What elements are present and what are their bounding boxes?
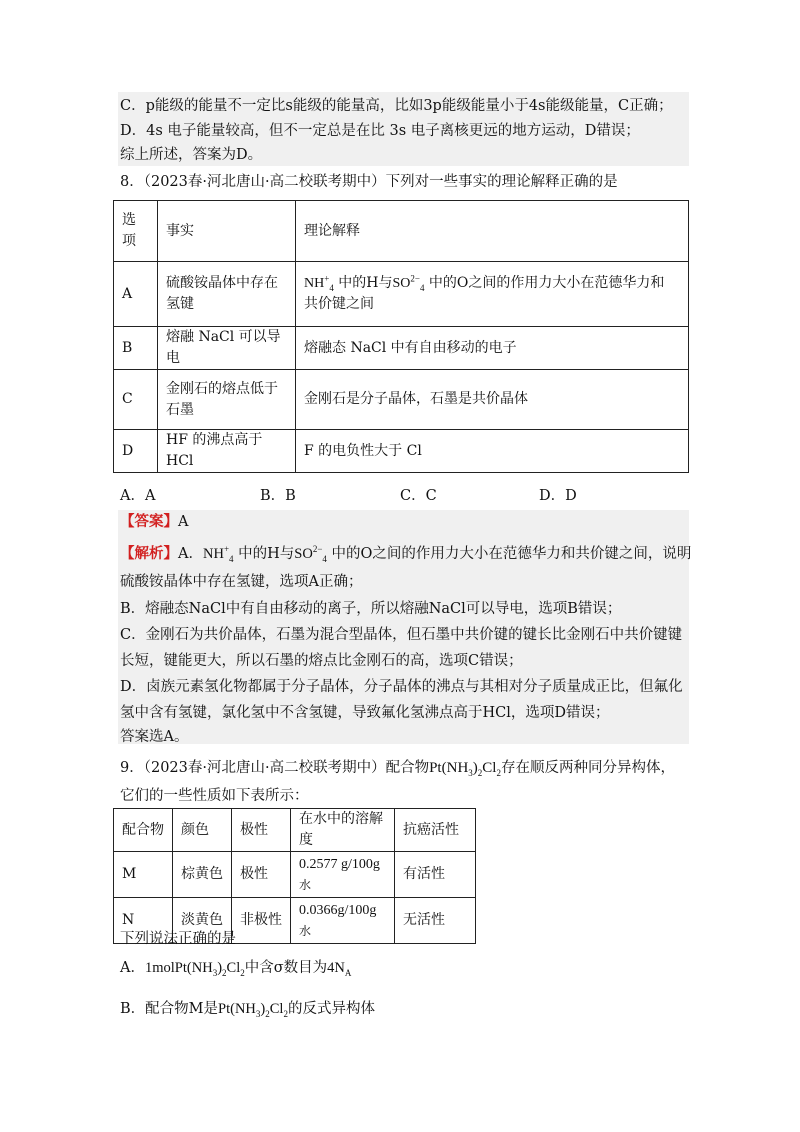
row-m-polarity: 极性 <box>232 852 291 898</box>
row-d-fact: HF 的沸点高于 HCl <box>158 430 296 473</box>
question-9-option-b: B．配合物M是$Pt(NH_3)_2Cl_2$的反式异构体 <box>120 1001 375 1019</box>
row-n-solubility: 0.0366g/100g水 <box>291 898 395 944</box>
question-8-stem: 8．（2023春·河北唐山·高二校联考期中）下列对一些事实的理论解释正确的是 <box>120 174 618 190</box>
sulfate-ion: $SO^{2-}_4$ <box>392 273 425 293</box>
answer-tag: 【答案】 <box>120 513 178 530</box>
header-color: 颜色 <box>173 809 232 852</box>
row-n-polarity: 非极性 <box>232 898 291 944</box>
row-m-color: 棕黄色 <box>173 852 232 898</box>
header-solubility: 在水中的溶解度 <box>291 809 395 852</box>
choice-b: B．B <box>260 488 296 504</box>
previous-explanation-line-c: C．p能级的能量不一定比s能级的能量高，比如3p能级能量小于4s能级能量，C正确； <box>120 98 673 114</box>
analysis-line-a2: 硫酸铵晶体中存在氢键，选项A正确； <box>120 574 363 590</box>
row-a-theory: $NH^+_4$ 中的H与$SO^{2-}_4$ 中的O之间的作用力大小在范德华力和 共价键之间 <box>296 262 689 327</box>
analysis-line-d1: D．卤族元素氢化物都属于分子晶体，分子晶体的沸点与其相对分子质量成正比，但氟化 <box>120 679 683 695</box>
header-complex: 配合物 <box>114 809 173 852</box>
row-m-solubility: 0.2577 g/100g水 <box>291 852 395 898</box>
row-d-theory: F 的电负性大于 Cl <box>296 430 689 473</box>
row-c-fact: 金刚石的熔点低于 石墨 <box>158 370 296 430</box>
choice-a: A．A <box>120 488 156 504</box>
row-n-color: 淡黄色 <box>173 898 232 944</box>
table-header-row <box>114 809 476 852</box>
choice-d: D．D <box>539 488 577 504</box>
formula-pt-nh3-cl2: $Pt(NH_3)_2Cl_2$ <box>429 760 501 778</box>
question-9-stem-line2: 它们的一些性质如下表所示： <box>120 788 309 804</box>
option-a-value: $4N_A$ <box>327 960 352 978</box>
analysis-tag: 【解析】 <box>120 545 178 562</box>
row-b-option: B <box>114 327 158 370</box>
option-b-formula: $Pt(NH_3)_2Cl_2$ <box>218 1001 288 1019</box>
analysis-final: 答案选A。 <box>120 729 189 745</box>
table-row-a <box>114 262 689 327</box>
option-a-formula: $Pt(NH_3)_2Cl_2$ <box>174 960 245 978</box>
row-b-theory: 熔融态 NaCl 中有自由移动的电子 <box>296 327 689 370</box>
question-9-stem: 9．（2023春·河北唐山·高二校联考期中）配合物$Pt(NH_3)_2Cl_2$存在顺反两种同分异构体， <box>120 760 675 778</box>
table-row-b <box>114 327 689 370</box>
row-c-theory: 金刚石是分子晶体，石墨是共价晶体 <box>296 370 689 430</box>
header-activity: 抗癌活性 <box>395 809 476 852</box>
row-b-fact: 熔融 NaCl 可以导电 <box>158 327 296 370</box>
previous-explanation-summary: 综上所述，答案为D。 <box>120 147 263 163</box>
analysis-line-c1: C．金刚石为共价晶体，石墨为混合型晶体，但石墨中共价键的键长比金刚石中共价键键 <box>120 627 683 643</box>
question-9-option-a: A．$1molPt(NH_3)_2Cl_2$中含σ数目为$4N_A$ <box>120 960 352 978</box>
choice-c: C．C <box>400 488 437 504</box>
answer-value: A <box>178 514 189 530</box>
row-m-name: M <box>114 852 173 898</box>
question-8-table <box>113 200 689 473</box>
analysis-ammonium-ion: $NH^+_4$ <box>202 544 234 564</box>
analysis-line-b: B．熔融态NaCl中有自由移动的离子，所以熔融NaCl可以导电，选项B错误； <box>120 601 622 617</box>
analysis-line-d2: 氢中含有氢键，氯化氢中不含氢键，导致氟化氢沸点高于HCl，选项D错误； <box>120 705 610 721</box>
header-polarity: 极性 <box>232 809 291 852</box>
row-a-fact: 硫酸铵晶体中存在 氢键 <box>158 262 296 327</box>
row-a-option: A <box>114 262 158 327</box>
answer-line <box>120 512 188 532</box>
row-n-name: N <box>114 898 173 944</box>
table-header-row <box>114 201 689 262</box>
row-c-option: C <box>114 370 158 430</box>
row-m-activity: 有活性 <box>395 852 476 898</box>
header-theory: 理论解释 <box>296 201 689 262</box>
analysis-sulfate-ion: $SO^{2-}_4$ <box>294 544 327 564</box>
ammonium-ion: $NH^+_4$ <box>304 273 334 293</box>
previous-explanation-line-d: D．4s 电子能量较高，但不一定总是在比 3s 电子离核更远的地方运动，D错误； <box>120 123 640 139</box>
header-fact: 事实 <box>158 201 296 262</box>
question-9-prompt: 下列说法正确的是 <box>120 931 236 947</box>
table-row-d <box>114 430 689 473</box>
table-row-m <box>114 852 476 898</box>
table-row-c <box>114 370 689 430</box>
row-d-option: D <box>114 430 158 473</box>
question-9-table <box>113 808 476 944</box>
analysis-line-c2: 长短，键能更大，所以石墨的熔点比金刚石的高，选项C错误； <box>120 653 523 669</box>
header-option: 选 项 <box>114 201 158 262</box>
row-n-activity: 无活性 <box>395 898 476 944</box>
analysis-line-a: 【解析】A．$NH^+_4$ 中的H与$SO^{2-}_4$ 中的O之间的作用力大小在范德华力和共价键之间，说明 <box>120 544 692 564</box>
